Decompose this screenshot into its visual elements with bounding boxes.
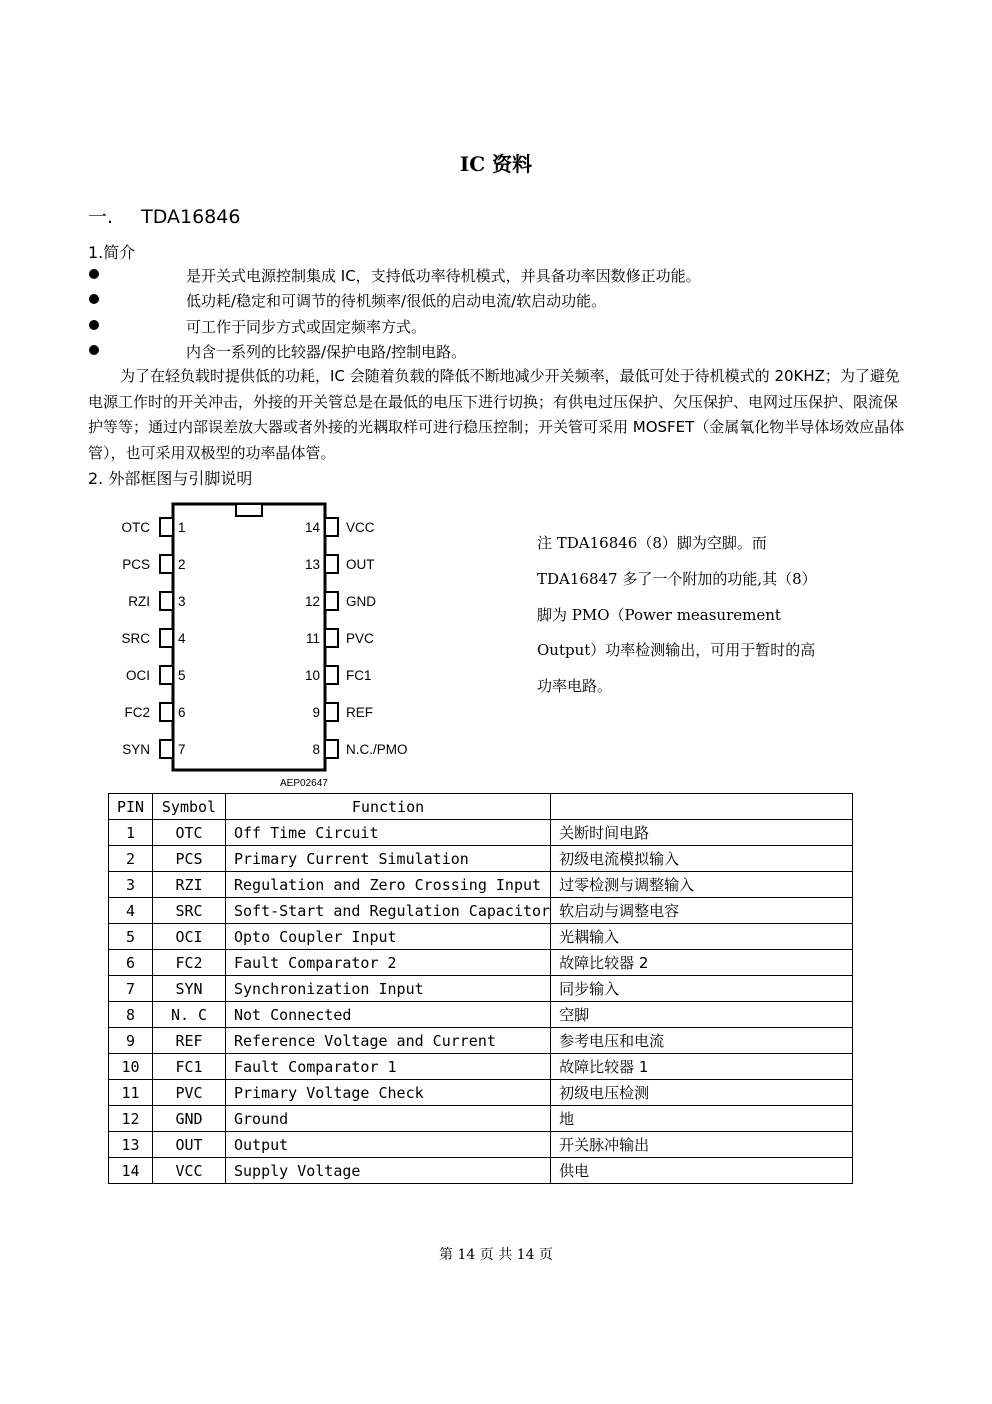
table-row xyxy=(109,898,853,924)
pin-chinese-cell: 过零检测与调整输入 xyxy=(551,872,853,898)
table-row xyxy=(109,1106,853,1132)
pin-symbol-cell: REF xyxy=(153,1028,226,1054)
table-row xyxy=(109,1080,853,1106)
pin-chinese-cell: 开关脉冲输出 xyxy=(551,1132,853,1158)
ic-pin-lead xyxy=(325,740,338,758)
pin-number-cell: 12 xyxy=(109,1106,153,1132)
pin-chinese-cell: 软启动与调整电容 xyxy=(551,898,853,924)
pin-number-label: 7 xyxy=(178,742,186,757)
pin-function-cell: Regulation and Zero Crossing Input xyxy=(226,872,551,898)
pin-function-cell: Not Connected xyxy=(226,1002,551,1028)
pin-number-cell: 9 xyxy=(109,1028,153,1054)
table-row xyxy=(109,1132,853,1158)
pin-name-label: N.C./PMO xyxy=(346,742,408,757)
pin-chinese-cell: 光耦输入 xyxy=(551,924,853,950)
pin-name-label: PVC xyxy=(346,631,374,646)
diagram-label: AEP02647 xyxy=(280,778,328,789)
section-name: TDA16846 xyxy=(141,206,241,228)
pin-note: 注 TDA16846（8）脚为空脚。而 TDA16847 多了一个附加的功能,其（8）脚为 PMO（Power measurement Output）功率检测输出，可用于暂时的高功率电路。 xyxy=(537,534,817,696)
pin-name-label: SYN xyxy=(122,742,150,757)
col-header-pin: PIN xyxy=(109,794,153,820)
pin-number-cell: 6 xyxy=(109,950,153,976)
pin-chinese-cell: 空脚 xyxy=(551,1002,853,1028)
pin-name-label: REF xyxy=(346,705,373,720)
col-header-function: Function xyxy=(226,794,551,820)
ic-pin-lead xyxy=(325,629,338,647)
bullet-dot xyxy=(89,269,99,279)
diagram-section-heading: 2. 外部框图与引脚说明 xyxy=(88,469,253,488)
ic-pin-lead xyxy=(160,740,173,758)
pin-function-cell: Fault Comparator 2 xyxy=(226,950,551,976)
pin-number-cell: 10 xyxy=(109,1054,153,1080)
ic-pin-lead xyxy=(160,555,173,573)
pin-symbol-cell: PCS xyxy=(153,846,226,872)
intro-bullet: 是开关式电源控制集成 IC，支持低功率待机模式，并具备功率因数修正功能。 xyxy=(186,267,701,285)
pin-number-label: 6 xyxy=(178,705,186,720)
table-row xyxy=(109,1054,853,1080)
pin-number-cell: 7 xyxy=(109,976,153,1002)
pin-chinese-cell: 初级电流模拟输入 xyxy=(551,846,853,872)
page-title: IC 资料 xyxy=(459,152,533,176)
pin-symbol-cell: GND xyxy=(153,1106,226,1132)
pin-name-label: OCI xyxy=(125,668,150,683)
pin-symbol-cell: SRC xyxy=(153,898,226,924)
pin-number-label: 3 xyxy=(178,594,186,609)
pin-chinese-cell: 初级电压检测 xyxy=(551,1080,853,1106)
pin-function-cell: Off Time Circuit xyxy=(226,820,551,846)
pin-function-cell: Reference Voltage and Current xyxy=(226,1028,551,1054)
pin-name-label: OUT xyxy=(346,557,375,572)
section-heading xyxy=(88,202,240,229)
ic-pin-lead xyxy=(325,703,338,721)
pin-chinese-cell: 地 xyxy=(551,1106,853,1132)
pin-symbol-cell: FC2 xyxy=(153,950,226,976)
intro-paragraph: 为了在轻负载时提供低的功耗，IC 会随着负载的降低不断地减少开关频率，最低可处于待机模式的 20KHZ；为了避免电源工作时的开关冲击，外接的开关管总是在最低的电压下进行切换；有供电过压保护、欠压保护、电网过压保护、限流保护等等；通过内部误差放大器或者外接的光耦取样可进行稳压控制；开关管可采用 MOSFET（金属氧化物半导体场效应晶体管），也可采用双极型的功率晶体管。 xyxy=(88,367,905,462)
pin-number-cell: 5 xyxy=(109,924,153,950)
ic-notch xyxy=(236,504,262,516)
pin-name-label: RZI xyxy=(128,594,150,609)
table-row xyxy=(109,1158,853,1184)
bullet-dot xyxy=(89,294,99,304)
pin-chinese-cell: 关断时间电路 xyxy=(551,820,853,846)
pin-chinese-cell: 故障比较器 2 xyxy=(551,950,853,976)
pin-chinese-cell: 参考电压和电流 xyxy=(551,1028,853,1054)
ic-pin-lead xyxy=(160,666,173,684)
pin-function-cell: Ground xyxy=(226,1106,551,1132)
pin-number-label: 4 xyxy=(178,631,186,646)
col-header-chinese xyxy=(551,794,853,820)
pin-function-cell: Synchronization Input xyxy=(226,976,551,1002)
table-row xyxy=(109,950,853,976)
pin-name-label: GND xyxy=(346,594,376,609)
pin-number-label: 9 xyxy=(312,705,320,720)
table-row xyxy=(109,1002,853,1028)
pin-number-cell: 1 xyxy=(109,820,153,846)
pin-number-cell: 3 xyxy=(109,872,153,898)
pin-chinese-cell: 同步输入 xyxy=(551,976,853,1002)
ic-pin-lead xyxy=(325,666,338,684)
table-row xyxy=(109,846,853,872)
table-header-row xyxy=(109,794,853,820)
pin-function-cell: Primary Current Simulation xyxy=(226,846,551,872)
table-row xyxy=(109,820,853,846)
ic-pin-lead xyxy=(325,592,338,610)
pin-number-label: 12 xyxy=(304,594,320,609)
pin-symbol-cell: OTC xyxy=(153,820,226,846)
pin-name-label: FC1 xyxy=(346,668,372,683)
pin-function-cell: Primary Voltage Check xyxy=(226,1080,551,1106)
pin-symbol-cell: OCI xyxy=(153,924,226,950)
pin-number-cell: 14 xyxy=(109,1158,153,1184)
pin-table xyxy=(108,793,853,1184)
table-row xyxy=(109,1028,853,1054)
pin-function-cell: Supply Voltage xyxy=(226,1158,551,1184)
pin-name-label: FC2 xyxy=(124,705,150,720)
intro-bullet: 内含一系列的比较器/保护电路/控制电路。 xyxy=(186,343,467,361)
col-header-symbol: Symbol xyxy=(153,794,226,820)
pin-symbol-cell: N. C xyxy=(153,1002,226,1028)
ic-pin-lead xyxy=(325,555,338,573)
pin-symbol-cell: OUT xyxy=(153,1132,226,1158)
bullet-dot xyxy=(89,345,99,355)
pin-function-cell: Opto Coupler Input xyxy=(226,924,551,950)
page-footer: 第 14 页 共 14 页 xyxy=(439,1247,553,1263)
table-row xyxy=(109,872,853,898)
pin-number-label: 1 xyxy=(178,520,186,535)
ic-pin-lead xyxy=(325,518,338,536)
pin-symbol-cell: SYN xyxy=(153,976,226,1002)
ic-package-body xyxy=(173,504,325,770)
intro-heading: 1.简介 xyxy=(88,243,136,262)
intro-bullet: 可工作于同步方式或固定频率方式。 xyxy=(186,318,427,336)
pin-number-label: 13 xyxy=(304,557,320,572)
ic-pinout-diagram xyxy=(110,496,420,790)
pin-symbol-cell: PVC xyxy=(153,1080,226,1106)
pin-number-label: 2 xyxy=(178,557,186,572)
pin-number-cell: 8 xyxy=(109,1002,153,1028)
pin-symbol-cell: VCC xyxy=(153,1158,226,1184)
pin-number-label: 10 xyxy=(304,668,320,683)
pin-number-label: 14 xyxy=(304,520,320,535)
pin-name-label: SRC xyxy=(121,631,150,646)
pin-function-cell: Output xyxy=(226,1132,551,1158)
pin-symbol-cell: FC1 xyxy=(153,1054,226,1080)
pin-name-label: OTC xyxy=(121,520,150,535)
table-row xyxy=(109,924,853,950)
pin-function-cell: Fault Comparator 1 xyxy=(226,1054,551,1080)
pin-number-label: 8 xyxy=(312,742,320,757)
ic-pin-lead xyxy=(160,592,173,610)
pin-number-cell: 11 xyxy=(109,1080,153,1106)
pin-number-cell: 4 xyxy=(109,898,153,924)
pin-number-cell: 2 xyxy=(109,846,153,872)
intro-bullet: 低功耗/稳定和可调节的待机频率/很低的启动电流/软启动功能。 xyxy=(186,292,607,310)
table-row xyxy=(109,976,853,1002)
pin-name-label: PCS xyxy=(122,557,150,572)
pin-symbol-cell: RZI xyxy=(153,872,226,898)
section-number: 一. xyxy=(88,206,114,228)
pin-number-label: 5 xyxy=(178,668,186,683)
ic-pin-lead xyxy=(160,629,173,647)
pin-function-cell: Soft-Start and Regulation Capacitor xyxy=(226,898,551,924)
pin-number-cell: 13 xyxy=(109,1132,153,1158)
pin-number-label: 11 xyxy=(305,631,320,646)
ic-pin-lead xyxy=(160,703,173,721)
pin-name-label: VCC xyxy=(346,520,375,535)
ic-pin-lead xyxy=(160,518,173,536)
bullet-dot xyxy=(89,320,99,330)
pin-chinese-cell: 供电 xyxy=(551,1158,853,1184)
pin-chinese-cell: 故障比较器 1 xyxy=(551,1054,853,1080)
